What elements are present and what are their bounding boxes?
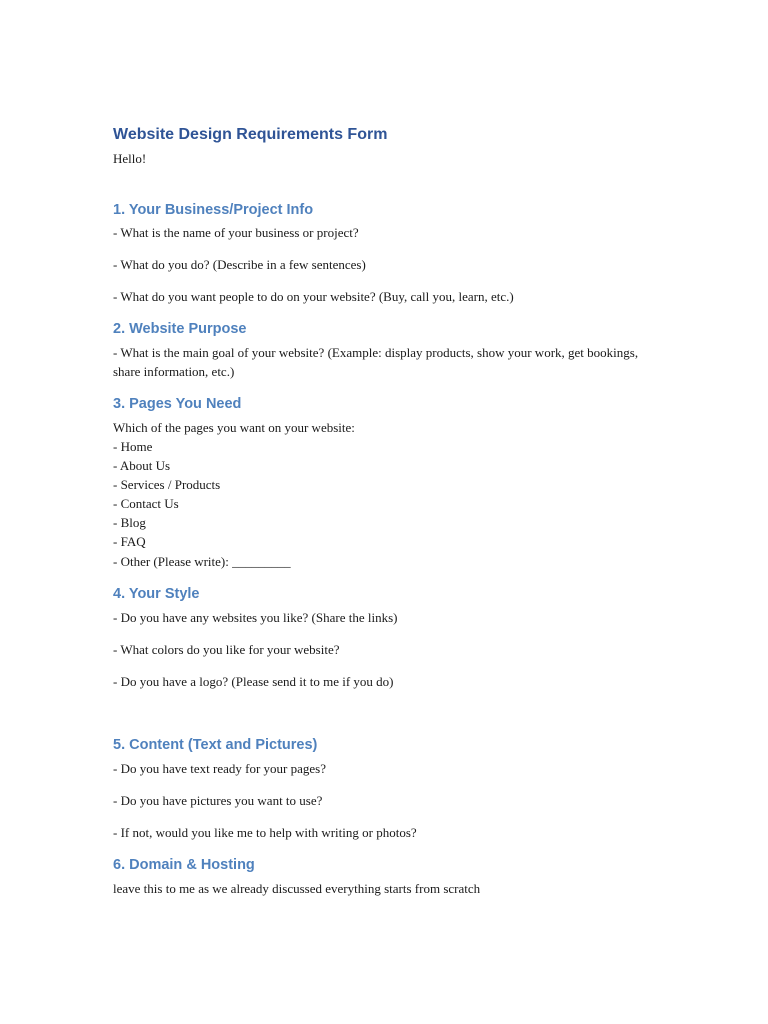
document-title: Website Design Requirements Form (113, 126, 388, 143)
question-line: - Do you have text ready for your pages? (113, 761, 326, 776)
section-heading-content: 5. Content (Text and Pictures) (113, 737, 318, 753)
question-line: - What colors do you like for your website? (113, 642, 340, 657)
list-item: - Other (Please write): _________ (113, 554, 291, 569)
question-line: - If not, would you like me to help with writing or photos? (113, 825, 417, 840)
list-item: - Blog (113, 515, 146, 530)
question-line: - What do you want people to do on your website? (Buy, call you, learn, etc.) (113, 289, 514, 304)
greeting-text: Hello! (113, 151, 147, 166)
section-heading-business-info: 1. Your Business/Project Info (113, 202, 314, 218)
section-heading-website-purpose: 2. Website Purpose (113, 321, 247, 337)
list-item: - About Us (113, 458, 171, 473)
list-item: - Home (113, 439, 153, 454)
section-heading-domain-hosting: 6. Domain & Hosting (113, 857, 255, 873)
question-line: - What is the main goal of your website? (Example: display products, show your work, get bookings, share information, etc.) (113, 345, 639, 379)
list-item: - Services / Products (113, 477, 221, 492)
question-line: - Do you have any websites you like? (Share the links) (113, 610, 398, 625)
question-line: - What is the name of your business or project? (113, 225, 359, 240)
list-intro: Which of the pages you want on your website: (113, 420, 355, 435)
section-heading-your-style: 4. Your Style (113, 586, 200, 602)
question-line: - What do you do? (Describe in a few sentences) (113, 257, 366, 272)
question-line: - Do you have pictures you want to use? (113, 793, 323, 808)
section-heading-pages-you-need: 3. Pages You Need (113, 396, 242, 412)
question-line: - Do you have a logo? (Please send it to me if you do) (113, 674, 394, 689)
body-text: leave this to me as we already discussed everything starts from scratch (113, 881, 481, 896)
list-item: - FAQ (113, 534, 146, 549)
list-item: - Contact Us (113, 496, 179, 511)
